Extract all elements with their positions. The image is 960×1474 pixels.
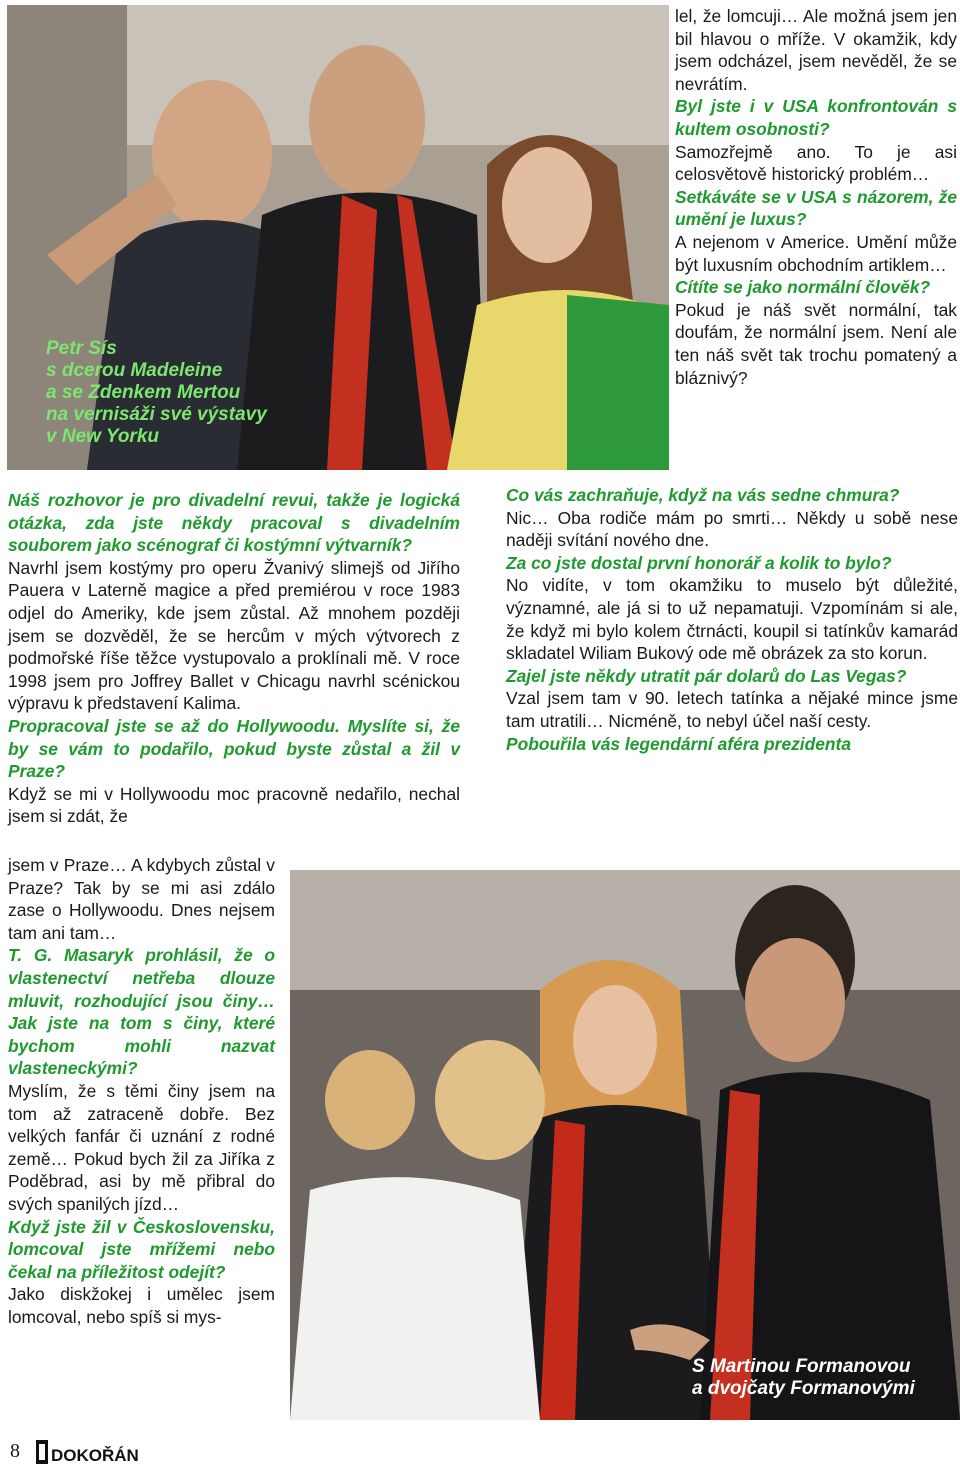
interview-answer: Myslím, že s těmi činy jsem na tom až zatraceně dobře. Bez velkých fanfár či uznání z rodné země… Pokud bych žil za Jiříka z Poděbrad, asi by mě přibral do svých spanilých jízd…	[8, 1080, 275, 1214]
interview-answer: lel, že lomcuji… Ale možná jsem jen bil hlavou o mříže. V okamžik, kdy jsem odcházel, jsem nevěděl, že se nevrátím.	[675, 6, 957, 94]
interview-question: Propracoval jste se až do Hollywoodu. Myslíte si, že by se vám to podařilo, pokud byste zůstal a žil v Praze?	[8, 715, 460, 782]
interview-answer: Samozřejmě ano. To je asi celosvětově historický problém…	[675, 141, 957, 185]
article-column-right-lower	[506, 484, 958, 755]
interview-question: T. G. Masaryk prohlásil, že o vlastenectví netřeba dlouze mluvit, rozhodující jsou činy… Jak jste na tom s činy, které bychom mohli nazvat vlasteneckými?	[8, 945, 275, 1079]
caption-line: v New Yorku	[46, 426, 159, 447]
magazine-logo-text: DOKOŘÁN	[51, 1446, 139, 1465]
photo-bottom	[290, 870, 960, 1420]
caption-line: S Martinou Formanovou	[692, 1356, 911, 1377]
interview-answer: Jako diskžokej i umělec jsem lomcoval, nebo spíš si mys-	[8, 1284, 275, 1327]
interview-answer: Nic… Oba rodiče mám po smrti… Někdy u sobě nese naději svítání nového dne.	[506, 507, 958, 551]
interview-question: Setkáváte se v USA s názorem, že umění je luxus?	[675, 186, 957, 230]
interview-answer: jsem v Praze… A kdybych zůstal v Praze? Tak by se mi asi zdálo zase o Hollywoodu. Dnes nejsem tam ani tam…	[8, 855, 275, 943]
article-column-left-upper	[8, 489, 460, 828]
interview-answer: Navrhl jsem kostýmy pro operu Žvanivý slimejš od Jiřího Pauera v Laterně magice a před premiérou v roce 1983 odjel do Ameriky, kde jsem zůstal. Až mnohem později jsem se dozvěděl, že se hercům v mých výtvorech z podmořské říše těžce vystupovalo a proklínali mě. V roce 1998 jsem pro Joffrey Ballet v Chicagu navrhl scénickou výpravu k představení Kalima.	[8, 557, 460, 714]
interview-question: Co vás zachraňuje, když na vás sedne chmura?	[506, 485, 900, 505]
interview-question: Byl jste i v USA konfrontován s kultem osobnosti?	[675, 96, 957, 139]
photo-caption-top	[46, 338, 267, 448]
interview-question: Zajel jste někdy utratit pár dolarů do Las Vegas?	[506, 665, 907, 686]
photo-caption-bottom	[692, 1356, 915, 1400]
interview-answer: Vzal jsem tam v 90. letech tatínka a nějaké mince jsme tam utratili… Nicméně, to nebyl účel naší cesty.	[506, 688, 958, 731]
interview-question: Cítíte se jako normální člověk?	[675, 277, 931, 298]
caption-line: a dvojčaty Formanovými	[692, 1378, 915, 1399]
interview-answer: Pokud je náš svět normální, tak doufám, že normální jsem. Není ale ten náš svět tak trochu pomatený a bláznivý?	[675, 299, 957, 388]
interview-question: Náš rozhovor je pro divadelní revui, takže je logická otázka, zda jste někdy pracoval s divadelním souborem jako scénograf či kostýmní výtvarník?	[8, 490, 460, 556]
interview-question: Za co jste dostal první honorář a kolik to bylo?	[506, 552, 892, 573]
caption-line: Petr Sís	[46, 338, 117, 359]
caption-line: na vernisáži své výstavy	[46, 404, 267, 425]
article-column-right-upper	[675, 5, 957, 389]
interview-question: Pobouřila vás legendární aféra prezidenta	[506, 733, 852, 754]
article-column-left-lower	[8, 854, 275, 1328]
caption-line: a se Zdenkem Mertou	[46, 382, 241, 403]
interview-answer: Když se mi v Hollywoodu moc pracovně nedařilo, nechal jsem si zdát, že	[8, 783, 460, 827]
page-number: 8	[10, 1440, 20, 1462]
interview-question: Když jste žil v Československu, lomcoval jste mřížemi nebo čekal na příležitost odejít?	[8, 1216, 275, 1282]
interview-answer: A nejenom v Americe. Umění může být luxusním obchodním artiklem…	[675, 231, 957, 275]
interview-answer: No vidíte, v tom okamžiku to muselo být důležité, významné, ale já si to už nepamatuji. Vzpomínám si ale, že když mi bylo kolem čtrnácti, koupil si tatínkův kamarád skladatel Wiliam Bukový ode mě obrázek za sto korun.	[506, 575, 958, 664]
magazine-logo	[34, 1436, 139, 1468]
caption-line: s dcerou Madeleine	[46, 360, 223, 381]
